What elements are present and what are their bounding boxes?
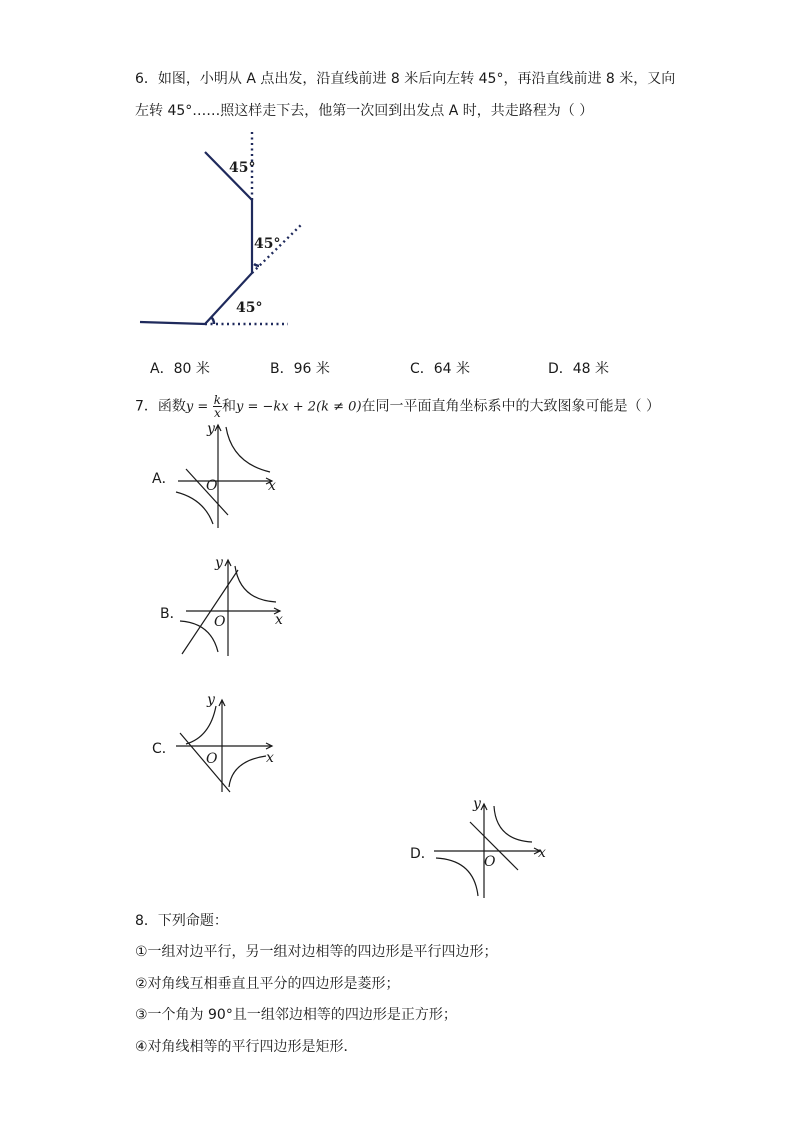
q6-angle-label-middle: 45° <box>254 236 281 252</box>
q7-prefix: 7．函数 <box>135 398 186 415</box>
q7-suffix: 在同一平面直角坐标系中的大致图象可能是（ ） <box>361 398 660 415</box>
q7-d-origin-label: O <box>484 854 496 870</box>
q6-line-2: 左转 45°……照这样走下去，他第一次回到出发点 A 时，共走路程为（ ） <box>135 103 594 119</box>
q7-a-origin-label: O <box>206 478 218 494</box>
q7-a-x-label: x <box>268 478 276 494</box>
q7-option-b-label: B． <box>160 606 184 622</box>
q7-and: 和 <box>222 398 237 415</box>
q8-item-2: ②对角线互相垂直且平分的四边形是菱形； <box>135 976 400 992</box>
q7-y-eq: y = <box>185 399 209 415</box>
q6-option-c: C．64 米 <box>410 361 471 377</box>
q7-c-x-label: x <box>266 750 274 766</box>
q7-b-x-label: x <box>275 612 283 628</box>
q7-frac-den: x <box>214 406 221 420</box>
q7-d-x-label: x <box>538 845 546 861</box>
q7-linear: y = −kx + 2(k ≠ 0) <box>236 399 362 415</box>
q6-angle-label-top: 45° <box>229 160 256 176</box>
q6-option-a: A．80 米 <box>150 361 210 377</box>
q7-c-y-label: y <box>207 692 215 708</box>
q6-line-1: 6．如图，小明从 A 点出发，沿直线前进 8 米后向左转 45°，再沿直线前进 8 米，又向 <box>135 71 676 87</box>
q7-a-y-label: y <box>207 421 215 437</box>
q6-option-b: B．96 米 <box>270 361 330 377</box>
q8-item-3: ③一个角为 90°且一组邻边相等的四边形是正方形； <box>135 1007 457 1023</box>
q6-option-d: D．48 米 <box>548 361 610 377</box>
q7-d-y-label: y <box>473 796 481 812</box>
q7-frac-num: k <box>213 393 222 407</box>
q8-title: 8．下列命题： <box>135 913 228 929</box>
q8-item-1: ①一组对边平行，另一组对边相等的四边形是平行四边形； <box>135 944 498 960</box>
q7-b-y-label: y <box>215 555 223 571</box>
q7-b-origin-label: O <box>214 614 226 630</box>
q7-option-d-label: D． <box>410 846 435 862</box>
q7-option-a-label: A． <box>152 471 176 487</box>
q6-angle-label-bottom: 45° <box>236 300 263 316</box>
q8-item-4: ④对角线相等的平行四边形是矩形． <box>135 1039 358 1055</box>
q7-option-c-label: C． <box>152 741 176 757</box>
q7-c-origin-label: O <box>206 751 218 767</box>
